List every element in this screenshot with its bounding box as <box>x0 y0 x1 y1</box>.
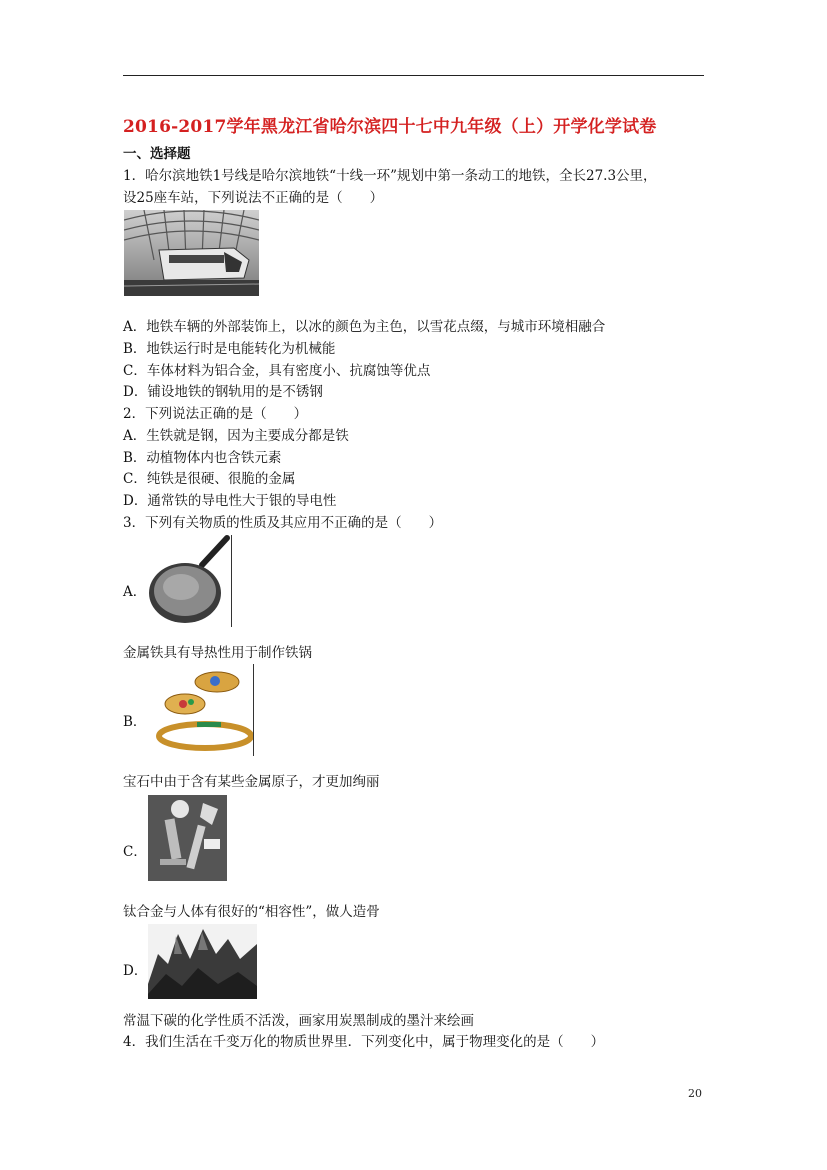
page-title: 2016-2017学年黑龙江省哈尔滨四十七中九年级（上）开学化学试卷 <box>123 117 657 137</box>
q2-option-b: B．动植物体内也含铁元素 <box>123 450 282 466</box>
q1-option-b: B．地铁运行时是电能转化为机械能 <box>123 341 336 357</box>
q3-option-d-caption: 常温下碳的化学性质不活泼，画家用炭黑制成的墨汁来绘画 <box>123 1013 474 1029</box>
q2-option-d: D．通常铁的导电性大于银的导电性 <box>123 493 337 509</box>
section-heading: 一、选择题 <box>123 146 191 162</box>
q1-option-c: C．车体材料为铝合金，具有密度小、抗腐蚀等优点 <box>123 363 431 379</box>
q3-option-c-letter: C． <box>123 844 147 860</box>
q4-stem: 4．我们生活在千变万化的物质世界里．下列变化中，属于物理变化的是（ ） <box>123 1034 605 1050</box>
ink-painting-image <box>148 924 257 999</box>
frying-pan-image <box>147 535 232 627</box>
q3-option-a-letter: A． <box>123 584 147 600</box>
subway-train-image <box>124 210 259 296</box>
q1-stem-line2: 设25座车站，下列说法不正确的是（ ） <box>123 190 384 206</box>
q2-option-a: A．生铁就是钢，因为主要成分都是铁 <box>123 428 349 444</box>
q1-stem-line1: 1．哈尔滨地铁1号线是哈尔滨地铁“十线一环”规划中第一条动工的地铁，全长27.3公里， <box>123 168 657 184</box>
header-rule <box>123 75 704 76</box>
q3-option-c-caption: 钛合金与人体有很好的“相容性”，做人造骨 <box>123 904 380 920</box>
q3-option-d-letter: D． <box>123 963 148 979</box>
q3-stem: 3．下列有关物质的性质及其应用不正确的是（ ） <box>123 515 443 531</box>
gem-jewelry-image <box>147 664 254 756</box>
page-number: 20 <box>688 1087 702 1100</box>
q3-option-b-caption: 宝石中由于含有某些金属原子，才更加绚丽 <box>123 774 380 790</box>
q2-option-c: C．纯铁是很硬、很脆的金属 <box>123 471 296 487</box>
q1-option-a: A．地铁车辆的外部装饰上，以冰的颜色为主色，以雪花点缀，与城市环境相融合 <box>123 319 606 335</box>
q3-option-b-letter: B． <box>123 714 147 730</box>
q2-stem: 2．下列说法正确的是（ ） <box>123 406 308 422</box>
titanium-bone-image <box>148 795 227 881</box>
q1-option-d: D．铺设地铁的钢轨用的是不锈钢 <box>123 384 323 400</box>
q3-option-a-caption: 金属铁具有导热性用于制作铁锅 <box>123 645 312 661</box>
